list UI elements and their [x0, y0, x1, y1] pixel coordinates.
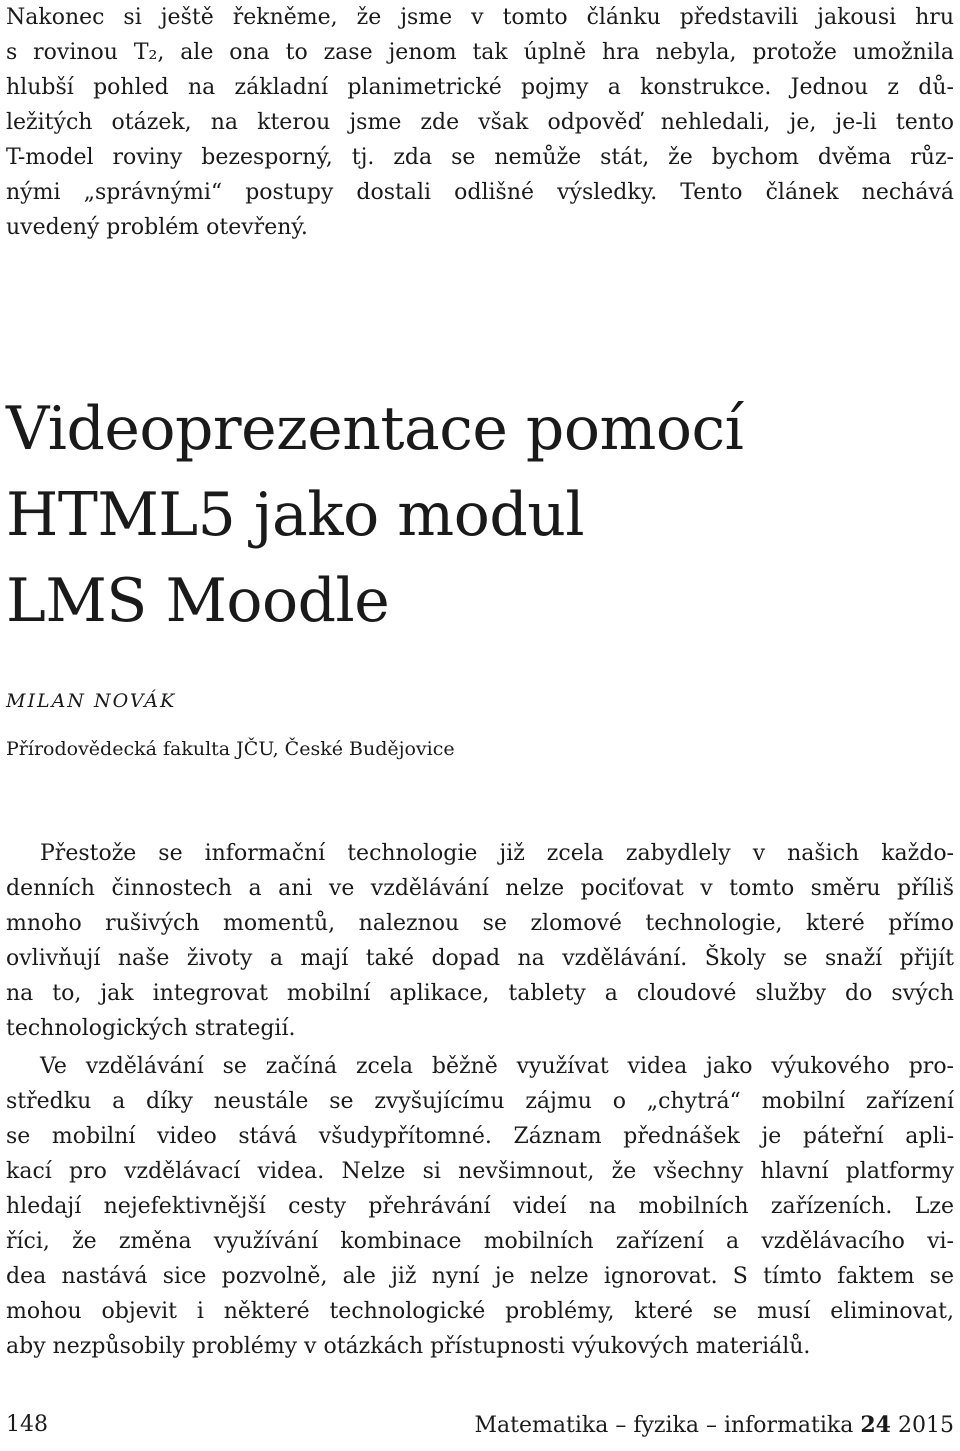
- text-line: T-model roviny bezesporný, tj. zda se nemůže stát, že bychom dvěma růz-: [6, 145, 954, 170]
- text-line: říci, že změna využívání kombinace mobilních zařízení a vzdělávacího vi-: [6, 1229, 954, 1254]
- text-line: Nakonec si ještě řekněme, že jsme v tomto článku představili jakousi hru: [6, 5, 954, 30]
- journal-volume: 24: [860, 1412, 891, 1438]
- title-line: Videoprezentace pomocí: [6, 394, 744, 464]
- journal-year: 2015: [898, 1413, 954, 1438]
- page-footer: [6, 1412, 954, 1438]
- page-number: 148: [6, 1412, 48, 1437]
- author-affiliation: Přírodovědecká fakulta JČU, České Budějovice: [6, 738, 455, 760]
- text-line: s rovinou T₂, ale ona to zase jenom tak úplně hra nebyla, protože umožnila: [6, 40, 954, 65]
- article-body: [6, 836, 954, 1367]
- title-line: LMS Moodle: [6, 566, 390, 636]
- text-line: uvedený problém otevřený.: [6, 215, 308, 240]
- text-line: ovlivňují naše životy a mají také dopad na vzdělávání. Školy se snaží přijít: [6, 946, 954, 971]
- previous-article-ending: [6, 0, 954, 245]
- text-line: se mobilní video stává všudypřítomné. Záznam přednášek je páteřní apli-: [6, 1124, 954, 1149]
- text-line: hlubší pohled na základní planimetrické pojmy a konstrukce. Jednou z dů-: [6, 75, 954, 100]
- body-paragraph: [6, 836, 954, 1046]
- text-line: ležitých otázek, na kterou jsme zde však odpověď nehledali, je, je-li tento: [6, 110, 954, 135]
- article-title: [6, 386, 954, 644]
- previous-paragraph: [6, 0, 954, 245]
- text-line: technologických strategií.: [6, 1016, 296, 1041]
- title-line: HTML5 jako modul: [6, 480, 585, 550]
- text-line: dea nastává sice pozvolně, ale již nyní je nelze ignorovat. S tímto faktem se: [6, 1264, 954, 1289]
- text-line: denních činnostech a ani ve vzdělávání nelze pociťovat v tomto směru příliš: [6, 876, 954, 901]
- text-line: Přestože se informační technologie již zcela zabydlely v našich každo-: [40, 841, 954, 866]
- journal-citation: [475, 1412, 954, 1438]
- text-line: Ve vzdělávání se začíná zcela běžně využívat videa jako výukového pro-: [40, 1054, 954, 1079]
- text-line: hledají nejefektivnější cesty přehrávání videí na mobilních zařízeních. Lze: [6, 1194, 954, 1219]
- article-author: MILAN NOVÁK: [6, 690, 177, 712]
- text-line: aby nezpůsobily problémy v otázkách přístupnosti výukových materiálů.: [6, 1334, 811, 1359]
- journal-name: Matematika – fyzika – informatika: [474, 1413, 854, 1438]
- text-line: na to, jak integrovat mobilní aplikace, tablety a cloudové služby do svých: [6, 981, 954, 1006]
- text-line: středku a díky neustále se zvyšujícímu zájmu o „chytrá“ mobilní zařízení: [6, 1089, 954, 1114]
- text-line: mnoho rušivých momentů, naleznou se zlomové technologie, které přímo: [6, 911, 954, 936]
- body-paragraph: [6, 1049, 954, 1364]
- text-line: nými „správnými“ postupy dostali odlišné výsledky. Tento článek nechává: [6, 180, 954, 205]
- text-line: kací pro vzdělávací videa. Nelze si nevšimnout, že všechny hlavní platformy: [6, 1159, 954, 1184]
- text-line: mohou objevit i některé technologické problémy, které se musí eliminovat,: [6, 1299, 954, 1324]
